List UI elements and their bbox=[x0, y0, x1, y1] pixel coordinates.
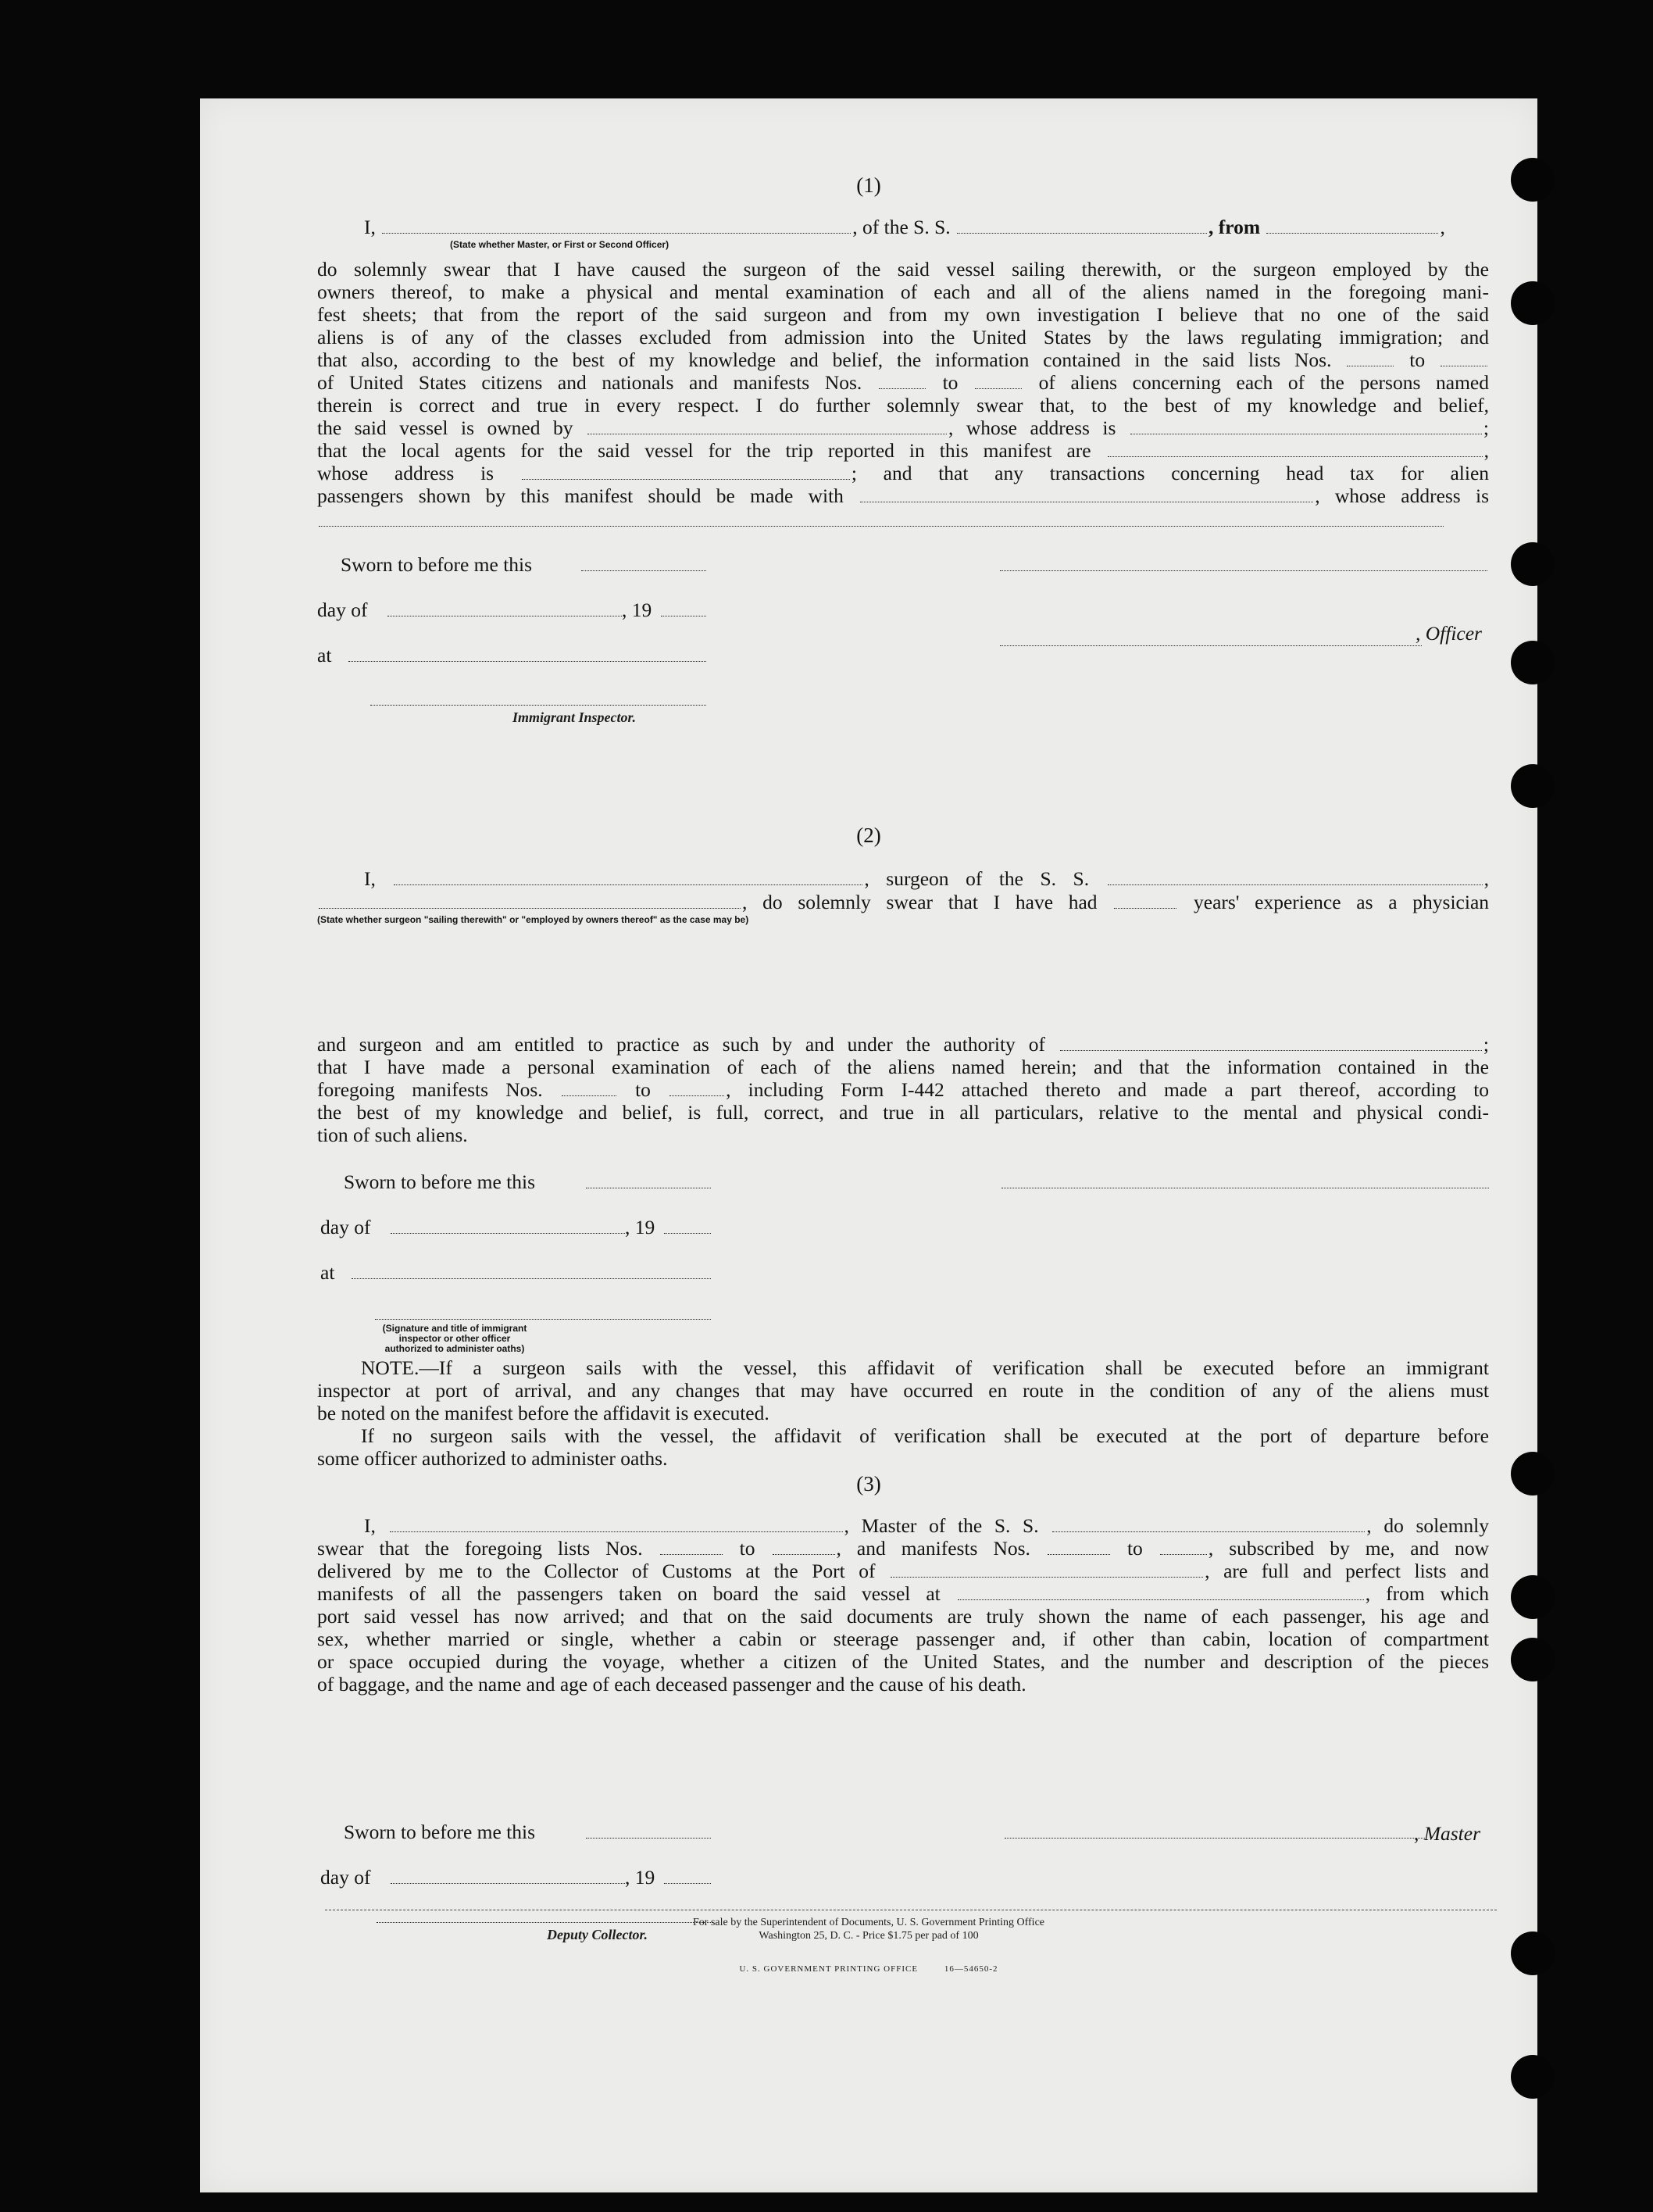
section-1-body: do solemnly swear that I have caused the surgeon of the said vessel sailing therewith, or the surgeon employed by the owners thereof, to make a physical and mental examination of each and all of the aliens named in the foregoing mani- fest sheets; that from the report of the said surgeon and from my own investigation I believe that no one of the said aliens is of any of the classes excluded from admission into the United States by the laws regulating immigration; and that also, according to the best of my knowledge and belief, the information contained in the said lists Nos. to of United States citizens and nationals and manifests Nos. to of aliens concerning each of the persons named therein is correct and true in every respect. I do further solemnly swear that, to the best of my knowledge and belief, the said vessel is owned by , whose address is ; that the local agents for the said vessel for the trip reported in this manifest are , whose address is ; and that any transactions concerning head tax for alien passengers shown by this manifest should be made with , whose address is bbox=[317, 258, 1489, 527]
master-of-ss-label: , Master of the S. S. bbox=[844, 1514, 1039, 1537]
master-label: , Master bbox=[1414, 1822, 1480, 1845]
manifests-label: , and manifests Nos. bbox=[836, 1537, 1030, 1560]
oath-line: owners thereof, to make a physical and mental examination of each and all of the aliens named in the foregoing mani- bbox=[317, 281, 1489, 303]
section-1-number: (1) bbox=[856, 173, 881, 197]
officer-rank-field[interactable] bbox=[382, 219, 851, 234]
oath-line: delivered by me to the Collector of Customs at the Port of bbox=[317, 1560, 876, 1582]
form-clause: , including Form I-442 attached thereto and made a part thereof, according to bbox=[726, 1078, 1490, 1101]
oath-line: that the local agents for the said vessel for the trip reported in this manifest are bbox=[317, 439, 1091, 462]
inspector-signature-field[interactable] bbox=[370, 705, 706, 706]
officer-label: , Officer bbox=[1416, 622, 1482, 645]
punch-hole bbox=[1511, 1575, 1555, 1619]
master-signature-field[interactable] bbox=[1005, 1838, 1426, 1839]
oath-line: whose address is bbox=[317, 462, 494, 484]
punch-hole bbox=[1511, 2055, 1555, 2099]
signature-note: (Signature and title of immigrant inspector or other officer authorized to administer oaths) bbox=[382, 1323, 527, 1354]
officer-signature-field[interactable] bbox=[1000, 570, 1487, 571]
section-2-note bbox=[317, 1356, 1489, 1470]
oath-line: therein is correct and true in every respect. I do further solemnly swear that, to the best of my knowledge and belief, bbox=[317, 394, 1489, 416]
head-tax-address-field[interactable] bbox=[319, 512, 1444, 527]
to-label: to bbox=[635, 1078, 651, 1101]
punch-hole bbox=[1511, 281, 1555, 325]
whose-address-label: , whose address is bbox=[948, 416, 1116, 439]
oath-line: port said vessel has now arrived; and that on the said documents are truly shown the name of each passenger, his age and bbox=[317, 1605, 1489, 1628]
section-1-oath: I, , of the S. S. , from , (State whether Master, or First or Second Officer) bbox=[364, 216, 1445, 250]
officer-rank-note: (State whether Master, or First or Second Officer) bbox=[450, 239, 669, 250]
year-label: , 19 bbox=[625, 1216, 655, 1238]
note-line: If no surgeon sails with the vessel, the affidavit of verification shall be executed at the port of departure before bbox=[361, 1424, 1489, 1447]
to-label: to bbox=[1409, 348, 1426, 371]
full-lists-clause: , are full and perfect lists and bbox=[1205, 1560, 1489, 1582]
oath-line: sex, whether married or single, whether a cabin or steerage passenger and, if other than cabin, location of compartment bbox=[317, 1628, 1489, 1650]
oath-line: the said vessel is owned by bbox=[317, 416, 573, 439]
oath-line: of United States citizens and nationals and manifests Nos. bbox=[317, 371, 862, 394]
sworn-label: Sworn to before me this bbox=[341, 553, 533, 576]
day-of-field[interactable] bbox=[391, 1233, 625, 1234]
master-name-field[interactable] bbox=[390, 1517, 843, 1532]
oath-i: I, bbox=[364, 1514, 376, 1537]
surgeon-of-ss-label: , surgeon of the S. S. bbox=[864, 867, 1090, 890]
lists-from-field[interactable] bbox=[660, 1540, 723, 1555]
inspector-signature-field[interactable] bbox=[375, 1319, 711, 1320]
authority-field[interactable] bbox=[1060, 1036, 1482, 1051]
from-which-clause: , from which bbox=[1365, 1582, 1490, 1605]
sworn-date-field[interactable] bbox=[581, 570, 706, 571]
surgeon-type-field[interactable] bbox=[319, 894, 741, 909]
to-label: to bbox=[942, 371, 959, 394]
deputy-caption: Deputy Collector. bbox=[547, 1927, 648, 1942]
manifests-to-field[interactable] bbox=[669, 1081, 724, 1096]
vessel-name-field[interactable] bbox=[1052, 1517, 1365, 1532]
whose-address-label: , whose address is bbox=[1315, 484, 1490, 507]
at-label: at bbox=[320, 1261, 335, 1284]
section-2-line2 bbox=[317, 891, 1490, 925]
oath-line: passengers shown by this manifest should be made with bbox=[317, 484, 844, 507]
oath-i: I, bbox=[364, 216, 376, 238]
manifests-to-field[interactable] bbox=[1160, 1540, 1207, 1555]
section-2-number: (2) bbox=[856, 824, 881, 847]
oath-line: or space occupied during the voyage, whether a citizen of the United States, and the number and description of the pieces bbox=[317, 1650, 1489, 1673]
oath-line: fest sheets; that from the report of the said surgeon and from my own investigation I believe that no one of the said bbox=[317, 303, 1489, 326]
owner-field[interactable] bbox=[587, 420, 947, 434]
do-solemnly-label: , do solemnly bbox=[1366, 1514, 1489, 1537]
sale-line: For sale by the Superintendent of Documents, U. S. Government Printing Office bbox=[693, 1917, 1044, 1928]
years-experience-label: years' experience as a physician bbox=[1194, 891, 1490, 913]
punch-hole bbox=[1511, 542, 1555, 586]
oath-line: and surgeon and am entitled to practice as such by and under the authority of bbox=[317, 1033, 1045, 1056]
local-agents-field[interactable] bbox=[1108, 442, 1483, 457]
departure-port-field[interactable] bbox=[1266, 219, 1438, 234]
head-tax-clause: ; and that any transactions concerning head tax for alien bbox=[851, 462, 1490, 484]
to-label: to bbox=[1126, 1537, 1143, 1560]
note-lead: NOTE. bbox=[361, 1356, 419, 1379]
oath-line: the best of my knowledge and belief, is full, correct, and true in all particulars, relative to the mental and physical condi- bbox=[317, 1101, 1489, 1124]
boarding-port-field[interactable] bbox=[958, 1585, 1364, 1600]
section-2-oath: I, , surgeon of the S. S. , bbox=[364, 867, 1490, 890]
officer-title-field[interactable] bbox=[1000, 645, 1422, 646]
oath-line: do solemnly swear that I have caused the surgeon of the said vessel sailing therewith, or the surgeon employed by the bbox=[317, 258, 1489, 281]
oath-line: of baggage, and the name and age of each deceased passenger and the cause of his death. bbox=[317, 1673, 1026, 1696]
note-line: be noted on the manifest before the affidavit is executed. bbox=[317, 1402, 769, 1424]
do-solemnly-swear-label: , do solemnly swear that I have had bbox=[742, 891, 1098, 913]
inspector-caption: Immigrant Inspector. bbox=[512, 709, 637, 725]
owner-address-field[interactable] bbox=[1130, 420, 1482, 434]
printing-office-line bbox=[200, 1963, 1537, 1976]
day-of-label: day of bbox=[317, 599, 368, 621]
manifests-from-field[interactable] bbox=[562, 1081, 616, 1096]
manifests-from-field[interactable] bbox=[1048, 1540, 1110, 1555]
lists-to-field[interactable] bbox=[773, 1540, 835, 1555]
form-page bbox=[200, 98, 1537, 2192]
of-the-ss-label: , of the S. S. bbox=[852, 216, 951, 238]
vessel-name-field[interactable] bbox=[957, 219, 1207, 234]
day-of-field[interactable] bbox=[391, 1883, 625, 1884]
oath-line: aliens is of any of the classes excluded from admission into the United States by the laws regulating immigration; and bbox=[317, 326, 1489, 348]
year-field[interactable] bbox=[664, 1883, 711, 1884]
sworn-label: Sworn to before me this bbox=[344, 1821, 536, 1843]
oath-line: tion of such aliens. bbox=[317, 1124, 468, 1146]
to-label: to bbox=[739, 1537, 755, 1560]
surgeon-type-note: (State whether surgeon "sailing therewith" or "employed by owners thereof" as the case may be) bbox=[317, 914, 749, 925]
at-field[interactable] bbox=[352, 1278, 711, 1279]
aliens-clause: of aliens concerning each of the persons named bbox=[1038, 371, 1489, 394]
section-3-number: (3) bbox=[856, 1472, 881, 1496]
section-2-body: and surgeon and am entitled to practice as such by and under the authority of ; that I have made a personal examination of each of the aliens named herein; and that the information contained in the foregoing manifests Nos. to , including Form I-442 attached thereto and made a part thereof, according to the best of my knowledge and belief, is full, correct, and true in all particulars, relative to the mental and physical condi- tion of such aliens. bbox=[317, 1033, 1490, 1146]
section-3-body bbox=[317, 1537, 1489, 1696]
manifests-from-field[interactable] bbox=[879, 374, 926, 389]
surgeon-name-field[interactable] bbox=[394, 870, 862, 885]
port-field[interactable] bbox=[891, 1563, 1203, 1578]
year-label: , 19 bbox=[622, 599, 652, 621]
sale-line: Washington 25, D. C. - Price $1.75 per pad of 100 bbox=[759, 1930, 979, 1942]
day-of-label: day of bbox=[320, 1216, 371, 1238]
punch-hole bbox=[1511, 764, 1555, 808]
oath-line: manifests of all the passengers taken on board the said vessel at bbox=[317, 1582, 941, 1605]
form-code: 16—54650-2 bbox=[944, 1964, 998, 1974]
note-line: inspector at port of arrival, and any changes that may have occurred en route in the condition of any of the aliens must bbox=[317, 1379, 1489, 1402]
subscribed-clause: , subscribed by me, and now bbox=[1208, 1537, 1490, 1560]
year-label: , 19 bbox=[625, 1866, 655, 1889]
sworn-date-field[interactable] bbox=[586, 1838, 711, 1839]
punch-hole bbox=[1511, 1638, 1555, 1681]
oath-line: swear that the foregoing lists Nos. bbox=[317, 1537, 643, 1560]
note-line: —If a surgeon sails with the vessel, this affidavit of verification shall be executed before an immigrant bbox=[419, 1356, 1489, 1379]
manifests-to-field[interactable] bbox=[975, 374, 1022, 389]
oath-line: that also, according to the best of my knowledge and belief, the information contained in the said lists Nos. bbox=[317, 348, 1332, 371]
oath-line: foregoing manifests Nos. bbox=[317, 1078, 543, 1101]
section-3-oath bbox=[364, 1514, 1489, 1537]
printing-office: U. S. GOVERNMENT PRINTING OFFICE bbox=[739, 1964, 919, 1974]
agents-address-field[interactable] bbox=[522, 465, 850, 480]
sale-info bbox=[200, 1916, 1537, 1942]
at-field[interactable] bbox=[348, 661, 706, 662]
note-line: some officer authorized to administer oaths. bbox=[317, 1447, 668, 1470]
sworn-label: Sworn to before me this bbox=[344, 1170, 536, 1193]
oath-line: that I have made a personal examination of each of the aliens named herein; and that the information contained in the bbox=[317, 1056, 1489, 1078]
from-label: , from bbox=[1209, 216, 1261, 238]
punch-hole bbox=[1511, 641, 1555, 684]
years-field[interactable] bbox=[1114, 894, 1176, 909]
lists-from-field[interactable] bbox=[1347, 352, 1394, 366]
oath-i: I, bbox=[364, 867, 376, 890]
lists-to-field[interactable] bbox=[1441, 352, 1487, 366]
head-tax-party-field[interactable] bbox=[860, 488, 1313, 502]
day-of-label: day of bbox=[320, 1866, 371, 1889]
vessel-name-field[interactable] bbox=[1108, 870, 1483, 885]
at-label: at bbox=[317, 644, 332, 666]
year-field[interactable] bbox=[664, 1233, 711, 1234]
